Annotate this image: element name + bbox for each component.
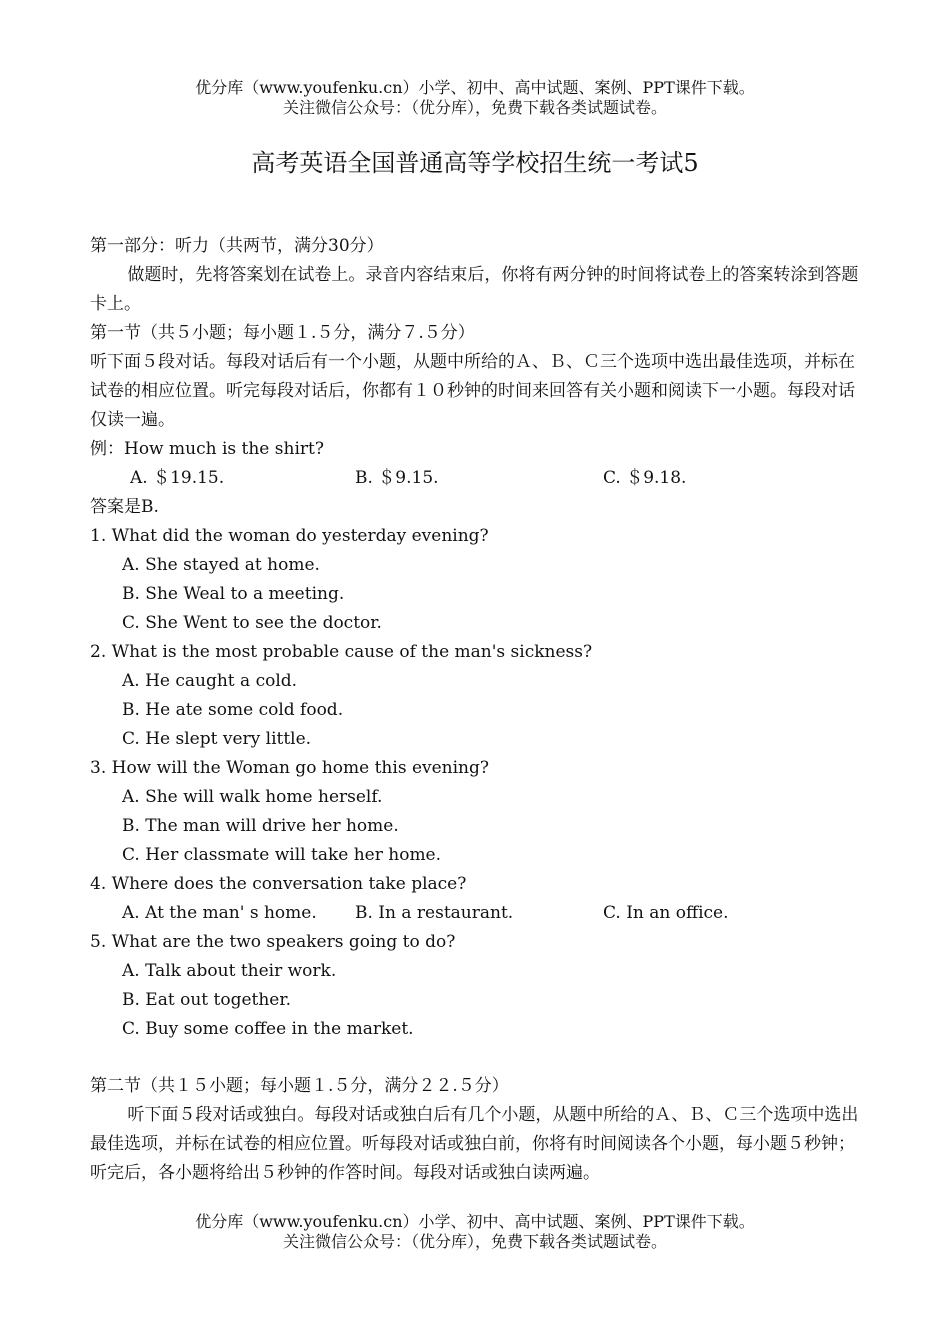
question-1: 1. What did the woman do yesterday evening? — [90, 526, 489, 546]
question-2-option-a: A. He caught a cold. — [122, 671, 298, 691]
section2-heading: 第二节（共１５小题；每小题１.５分，满分２２.５分） — [90, 1076, 509, 1096]
section1-heading: 第一节（共５小题；每小题１.５分，满分７.５分） — [90, 323, 475, 343]
question-3-option-a: A. She will walk home herself. — [122, 787, 383, 807]
question-5-option-c: C. Buy some coffee in the market. — [122, 1019, 414, 1039]
example-option-a: A. ＄19.15. — [130, 468, 225, 488]
footer-line-1: 优分库（www.youfenku.cn）小学、初中、高中试题、案例、PPT课件下载。 — [195, 1212, 755, 1231]
question-3-option-c: C. Her classmate will take her home. — [122, 845, 442, 865]
question-2-option-b: B. He ate some cold food. — [122, 700, 344, 720]
section1-instructions: 听下面５段对话。每段对话后有一个小题，从题中所给的Ａ、Ｂ、Ｃ三个选项中选出最佳选项，并标在试卷的相应位置。听完每段对话后，你都有１０秒钟的时间来回答有关小题和阅读下一小题。每段对话仅读一遍。 — [90, 352, 855, 430]
example-question: 例：How much is the shirt? — [90, 439, 324, 459]
page-title: 高考英语全国普通高等学校招生统一考试5 — [251, 149, 699, 177]
part1-instructions: 做题时，先将答案划在试卷上。录音内容结束后，你将有两分钟的时间将试卷上的答案转涂到答题卡上。 — [90, 265, 859, 314]
question-4-option-b: B. In a restaurant. — [355, 903, 514, 923]
question-4-option-a: A. At the man' s home. — [122, 903, 317, 923]
question-5: 5. What are the two speakers going to do? — [90, 932, 456, 952]
question-5-option-a: A. Talk about their work. — [122, 961, 337, 981]
header-line-2: 关注微信公众号：（优分库），免费下载各类试题试卷。 — [282, 98, 667, 117]
question-1-option-a: A. She stayed at home. — [122, 555, 320, 575]
example-option-b: B. ＄9.15. — [355, 468, 439, 488]
question-1-option-b: B. She Weal to a meeting. — [122, 584, 345, 604]
footer — [0, 1212, 950, 1252]
example-answer: 答案是B. — [90, 497, 159, 517]
question-1-option-c: C. She Went to see the doctor. — [122, 613, 382, 633]
question-3-option-b: B. The man will drive her home. — [122, 816, 399, 836]
footer-line-2: 关注微信公众号：（优分库），免费下载各类试题试卷。 — [282, 1232, 667, 1251]
exam-content — [90, 232, 862, 1188]
question-4-options — [90, 899, 862, 928]
question-5-option-b: B. Eat out together. — [122, 990, 292, 1010]
section-spacer — [90, 1044, 862, 1072]
example-options — [90, 464, 862, 493]
question-2: 2. What is the most probable cause of the man's sickness? — [90, 642, 593, 662]
header-line-1: 优分库（www.youfenku.cn）小学、初中、高中试题、案例、PPT课件下载。 — [195, 78, 755, 97]
part1-heading: 第一部分：听力（共两节，满分30分） — [90, 236, 384, 256]
question-4-option-c: C. In an office. — [603, 903, 729, 923]
example-option-c: C. ＄9.18. — [603, 468, 687, 488]
section2-instructions: 听下面５段对话或独白。每段对话或独白后有几个小题，从题中所给的Ａ、Ｂ、Ｃ三个选项中选出最佳选项，并标在试卷的相应位置。听每段对话或独白前，你将有时间阅读各个小题，每小题５秒钟；听完后，各小题将给出５秒钟的作答时间。每段对话或独白读两遍。 — [90, 1105, 859, 1183]
question-3: 3. How will the Woman go home this evening? — [90, 758, 490, 778]
header — [0, 78, 950, 118]
question-4: 4. Where does the conversation take place? — [90, 874, 467, 894]
question-2-option-c: C. He slept very little. — [122, 729, 312, 749]
